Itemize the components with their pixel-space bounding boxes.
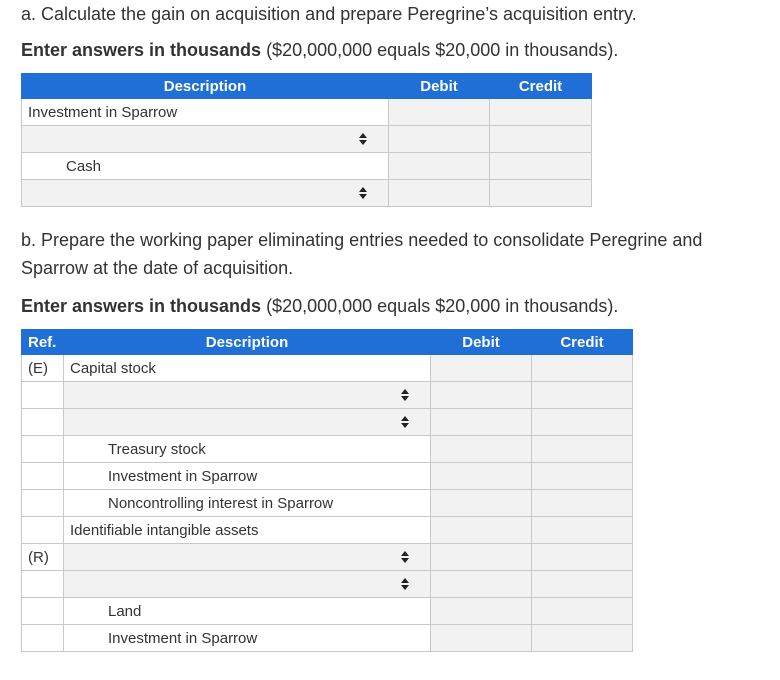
instruction-a	[21, 36, 618, 64]
credit-input[interactable]	[532, 463, 633, 490]
journal-row	[22, 571, 633, 598]
credit-input[interactable]	[532, 571, 633, 598]
account-select[interactable]	[22, 180, 389, 207]
journal-row	[22, 126, 592, 153]
ref-cell: (E)	[22, 355, 64, 382]
debit-input[interactable]	[431, 436, 532, 463]
debit-input[interactable]	[431, 544, 532, 571]
credit-input[interactable]	[490, 153, 592, 180]
journal-row	[22, 409, 633, 436]
ref-cell	[22, 490, 64, 517]
ref-cell	[22, 625, 64, 652]
journal-row	[22, 544, 633, 571]
debit-input[interactable]	[389, 153, 490, 180]
credit-input[interactable]	[490, 180, 592, 207]
credit-input[interactable]	[532, 625, 633, 652]
header-credit: Credit	[532, 330, 633, 355]
debit-input[interactable]	[431, 355, 532, 382]
debit-input[interactable]	[431, 463, 532, 490]
ref-cell: (R)	[22, 544, 64, 571]
account-select[interactable]	[64, 409, 431, 436]
account-select[interactable]	[64, 571, 431, 598]
instruction-b-bold: Enter answers in thousands	[21, 296, 262, 316]
instruction-b-rest: ($20,000,000 equals $20,000 in thousands).	[261, 296, 619, 316]
account-name: Capital stock	[64, 355, 431, 382]
header-description: Description	[22, 74, 389, 99]
account-name: Treasury stock	[64, 436, 431, 463]
debit-input[interactable]	[431, 571, 532, 598]
journal-row	[22, 436, 633, 463]
credit-input[interactable]	[532, 409, 633, 436]
account-name: Cash	[22, 153, 389, 180]
header-ref: Ref.	[22, 330, 64, 355]
journal-row	[22, 598, 633, 625]
ref-cell	[22, 436, 64, 463]
journal-row	[22, 153, 592, 180]
ref-cell	[22, 571, 64, 598]
header-debit: Debit	[389, 74, 490, 99]
journal-row	[22, 382, 633, 409]
debit-input[interactable]	[389, 99, 490, 126]
debit-input[interactable]	[431, 409, 532, 436]
debit-input[interactable]	[431, 490, 532, 517]
account-name: Investment in Sparrow	[64, 625, 431, 652]
account-select[interactable]	[64, 544, 431, 571]
ref-cell	[22, 463, 64, 490]
debit-input[interactable]	[431, 625, 532, 652]
journal-row	[22, 463, 633, 490]
credit-input[interactable]	[532, 436, 633, 463]
journal-row	[22, 355, 633, 382]
debit-input[interactable]	[431, 382, 532, 409]
header-credit: Credit	[490, 74, 592, 99]
account-select[interactable]	[64, 382, 431, 409]
question-b-line2: Sparrow at the date of acquisition.	[21, 258, 294, 278]
journal-row	[22, 99, 592, 126]
debit-input[interactable]	[431, 598, 532, 625]
up-down-arrows-icon	[400, 551, 410, 563]
credit-input[interactable]	[490, 99, 592, 126]
ref-cell	[22, 409, 64, 436]
header-description: Description	[64, 330, 431, 355]
up-down-arrows-icon	[400, 389, 410, 401]
credit-input[interactable]	[532, 517, 633, 544]
credit-input[interactable]	[532, 598, 633, 625]
question-a: a. Calculate the gain on acquisition and prepare Peregrine’s acquisition entry.	[21, 4, 637, 24]
credit-input[interactable]	[532, 544, 633, 571]
account-name: Noncontrolling interest in Sparrow	[64, 490, 431, 517]
credit-input[interactable]	[532, 382, 633, 409]
journal-row	[22, 490, 633, 517]
instruction-a-rest: ($20,000,000 equals $20,000 in thousands).	[261, 40, 619, 60]
credit-input[interactable]	[490, 126, 592, 153]
journal-row	[22, 517, 633, 544]
debit-input[interactable]	[389, 126, 490, 153]
question-b-line1: b. Prepare the working paper eliminating entries needed to consolidate Peregrine and	[21, 230, 703, 250]
ref-cell	[22, 517, 64, 544]
ref-cell	[22, 598, 64, 625]
account-name: Land	[64, 598, 431, 625]
credit-input[interactable]	[532, 490, 633, 517]
debit-input[interactable]	[431, 517, 532, 544]
journal-row	[22, 625, 633, 652]
instruction-b	[21, 292, 618, 320]
journal-table-a	[21, 73, 592, 207]
journal-table-b	[21, 329, 633, 652]
instruction-a-bold: Enter answers in thousands	[21, 40, 262, 60]
ref-cell	[22, 382, 64, 409]
account-name: Investment in Sparrow	[64, 463, 431, 490]
header-debit: Debit	[431, 330, 532, 355]
account-name: Investment in Sparrow	[22, 99, 389, 126]
debit-input[interactable]	[389, 180, 490, 207]
up-down-arrows-icon	[358, 133, 368, 145]
up-down-arrows-icon	[400, 416, 410, 428]
up-down-arrows-icon	[358, 187, 368, 199]
account-name: Identifiable intangible assets	[64, 517, 431, 544]
journal-row	[22, 180, 592, 207]
credit-input[interactable]	[532, 355, 633, 382]
account-select[interactable]	[22, 126, 389, 153]
up-down-arrows-icon	[400, 578, 410, 590]
